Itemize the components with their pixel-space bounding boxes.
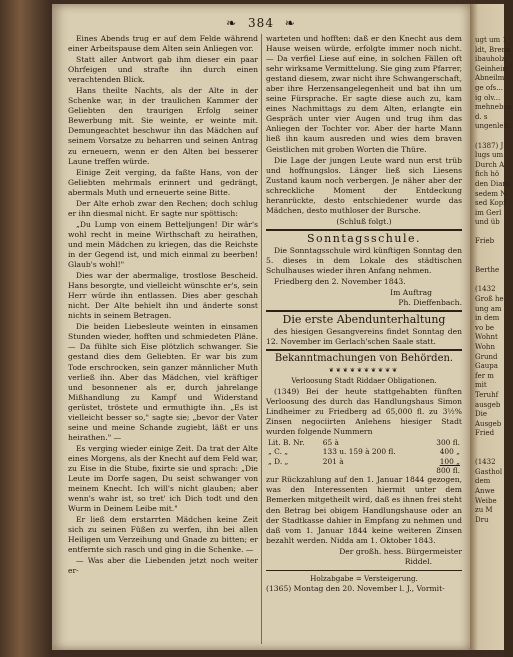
story-paragraph: Der Alte erhob zwar den Rechen; doch schlug er ihn diesmal nicht. Er sagte nur spöttisch: (68, 198, 258, 218)
table-row (266, 466, 462, 475)
adjacent-page-line: d. s (475, 112, 488, 121)
section-rule (266, 229, 462, 231)
adjacent-page-line (470, 228, 504, 238)
page-header (52, 16, 470, 30)
entertainment-title: Die erste Abendunterhaltung (282, 313, 446, 327)
school-sign-2: Ph. Dieffenbach. (398, 298, 462, 308)
adjacent-page-line: sedem N (475, 189, 507, 198)
adjacent-page-line: Fried (475, 429, 495, 438)
lottery-sign-1: Der großh. hess. Bürgermeister (339, 546, 462, 556)
adjacent-page-line: ig olv... (475, 93, 501, 102)
lottery-label: „ D. „ (268, 456, 289, 466)
adjacent-page-line: Durch A (475, 160, 505, 169)
story-paragraph: Er ließ dem erstarrten Mädchen keine Zeit sich zu seinen Füßen zu werfen, ihn bei allen Heiligen um Verzeihung und Gnade zu bitten; er entfernte sich rasch und ging in die Schenke. — (68, 515, 258, 555)
table-row (266, 447, 462, 456)
adjacent-page-line: Frieb (475, 237, 495, 246)
adjacent-page-line: ugt um 1 (475, 36, 507, 44)
lottery-num: 133 u. 159 à 200 fl. (322, 447, 396, 457)
adjacent-page-line: (1432 (475, 458, 496, 467)
adjacent-page-line: Abneilm. (475, 74, 507, 83)
adjacent-page-line: ldt, Brenn (475, 45, 511, 54)
adjacent-page-line: Weibe (475, 496, 497, 505)
story-paragraph: „Du Lump von einem Betteljungen! Dir wär's wohl recht in meine Wirthschaft zu heirathen, und mein Mädchen zu kriegen, das die Reichste in der Gegend ist, und mich einmal zu beerben! Glaub's wohl!" (68, 219, 258, 270)
page (52, 4, 470, 650)
section-rule (266, 570, 462, 571)
lottery-label: Lit. B. Nr. (268, 437, 305, 447)
adjacent-page-line: (1432 (475, 285, 496, 294)
adjacent-page-line: zu M (475, 506, 493, 515)
adjacent-page-line: (1387) J (475, 141, 504, 150)
header-ornament-right: ❧ (284, 16, 296, 30)
lottery-value: 400 „ (439, 447, 460, 457)
school-text: Die Sonntagsschule wird künftigen Sonntag den 5. dieses in dem Lokale des städtischen Schulhauses wieder ihren Anfang nehmen. (266, 245, 462, 276)
right-column (266, 34, 462, 595)
entertainment-text: des hiesigen Gesangvereins findet Sonntag den 12. November im Gerlach'schen Saale statt. (266, 327, 462, 347)
adjacent-page-text (470, 4, 513, 525)
adjacent-page-line: Wohnt (475, 333, 498, 342)
adjacent-page-line: sed Kopf (475, 199, 506, 208)
adjacent-page-line: mehnebsa (475, 103, 512, 112)
adjacent-page-line: Berthe (475, 266, 500, 275)
continuation-note: (Schluß folgt.) (336, 216, 392, 226)
lottery-sign-2: Riddel. (404, 556, 432, 566)
story-paragraph: Die beiden Liebesleute weinten in einsamen Stunden wieder, hofften und schmiedeten Pläne. — Da fühlte sich Eise plötzlich schwanger. Sie gestand dies dem Geliebten. Er war bis zum Tode erschrocken, sein ganzer männlicher Muth verließ ihn. Aber das Mädchen, viel kräftiger und besonnener als er, durch jahrelange Mißhandlung zu Kampf und Widerstand gerüstet, tröstete und ermuthigte ihn. „Es ist vielleicht besser so," sagte sie; „bevor der Vater seine und meine Schande zugiebt, läßt er uns heirathen." — (68, 322, 258, 442)
adjacent-page-line: Teruhf (475, 390, 499, 399)
column-divider (261, 34, 262, 644)
adjacent-page-line: Wohn (475, 343, 495, 351)
adjacent-page-line: Ausgeb (475, 419, 502, 428)
section-rule (266, 349, 462, 351)
story-paragraph: warteten und hofften: daß er den Knecht aus dem Hause weisen würde, erfolgte immer noch nicht. — Da verfiel Liese auf eine, in solchen Fällen oft sehr wirksame Vermittelung. Sie ging zum Pfarrer, gestand diesem, zwar nicht ihre Schwangerschaft, aber ihre Herzensangelegenheit und bat ihn um seine Fürsprache. Er sagte diese auch zu, kam eines Nachmittags zu dem Alten, erlangte ein Gespräch unter vier Augen und trug ihm das Anliegen der Tochter vor. Aber der harte Mann ließ ihn kaum ausreden und wies dem braven Geistlichen mit groben Worten die Thüre. (266, 34, 462, 154)
story-paragraph: — Was aber die Liebenden jetzt noch weiter er- (68, 556, 258, 576)
adjacent-page-line: Anwe (475, 486, 495, 495)
adjacent-page-line (470, 439, 504, 449)
story-paragraph: Eines Abends trug er auf dem Felde während einer Arbeitspause dem Alten sein Anliegen vor. (68, 34, 258, 54)
adjacent-page-line: fer m (475, 371, 494, 380)
lottery-num: 201 à (322, 456, 344, 466)
adjacent-page-line (470, 449, 504, 459)
adjacent-page-line: Die (475, 410, 487, 419)
auction-title: Holzabgabe = Versteigerung. (310, 573, 418, 583)
lottery-closing: zur Rückzahlung auf den 1. Januar 1844 gezogen, was den Interessenten hiermit unter dem Bemerken mitgetheilt wird, daß es ihnen frei steht den Betrag bei obigem Handlungshause oder an der Stadtkasse dahier in Empfang zu nehmen und daß vom 1. Januar 1844 keine weiteren Zinsen bezahlt werden. Nidda am 1. Oktober 1843. (266, 475, 462, 545)
adjacent-page-strip (470, 4, 513, 650)
adjacent-page-line: vo be (475, 323, 495, 332)
story-paragraph: Einige Zeit verging, da faßte Hans, von der Geliebten mehrmals erinnert und gedrängt, abermals Muth und erneuerte seine Bitte. (68, 167, 258, 197)
adjacent-page-line: im Gerl (475, 208, 502, 217)
header-ornament-left: ❧ (226, 16, 238, 30)
story-paragraph: Statt aller Antwort gab ihm dieser ein paar Ohrfeigen und strafte ihn durch einen verachtenden Blick. (68, 55, 258, 85)
adjacent-page-line: Gaupa (475, 362, 498, 371)
story-paragraph: Es verging wieder einige Zeit. Da trat der Alte eines Morgens, als der Knecht auf dem Feld war, zu Eise in die Stube, fixirte sie und sprach: „Die Leute im Dorfe sagen, Du seist schwanger von meinem Knecht. Ich will's nicht glauben; aber wenn's wahr ist, so tret' ich Dich todt und den Wurm in Deinem Leibe mit." (68, 443, 258, 514)
adjacent-page-line: ibauholz. (475, 55, 508, 64)
adjacent-page-line: und üb (475, 218, 500, 227)
adjacent-page-line (470, 276, 504, 286)
adjacent-page-line: fich hö (475, 170, 500, 179)
lottery-text: (1349) Bei der heute stattgehabten fünften Verloosung des durch das Handlungshaus Simon Lindheimer zu Friedberg ad 65,000 fl. zu 3½% Zinsen negociirten Anlehens hiesiger Stadt wurden folgende Nummern (266, 386, 462, 436)
adjacent-page-line: in dem (475, 314, 500, 323)
table-row (266, 438, 462, 447)
lottery-num: 65 à (322, 437, 339, 447)
lottery-title: Verloosung Stadt Riddaer Obligationen. (291, 376, 437, 386)
school-date: Friedberg den 2. November 1843. (274, 277, 406, 287)
adjacent-page-line: Groß he (475, 295, 504, 304)
table-row (266, 457, 462, 466)
notices-title: Bekanntmachungen von Behörden. (274, 353, 454, 365)
lottery-total: 800 fl. (436, 465, 460, 475)
story-paragraph: Dies war der abermalige, trostlose Bescheid. Hans besorgte, und vielleicht wünschte er's, sein Herr würde ihn entlassen. Dies aber geschah nicht. Der Alte behielt ihn und änderte sonst nichts in seinem Betragen. (68, 271, 258, 321)
lottery-value: 300 fl. (436, 437, 460, 447)
page-number: 384 (248, 16, 274, 30)
adjacent-page-line: lugs um (475, 151, 504, 160)
adjacent-page-line: ge ofs... (475, 83, 503, 92)
left-column (68, 34, 258, 577)
adjacent-page-line: Grund (475, 352, 498, 361)
lottery-table (266, 438, 462, 476)
adjacent-page-line (470, 257, 504, 267)
lottery-label: „ C. „ (268, 447, 289, 457)
adjacent-page-line: ungenleh.. (475, 122, 513, 131)
school-sign-1: Im Auftrag (390, 288, 432, 298)
auction-text: (1365) Montag den 20. November l. J., Vormit- (266, 583, 445, 593)
adjacent-page-line: Geinhein (475, 64, 507, 73)
adjacent-page-line: Gasthol (475, 467, 503, 476)
adjacent-page-line (470, 247, 504, 257)
adjacent-page-line: mit (475, 381, 487, 390)
ornament-row: ❦❦❦❦❦❦❦❦❦❦ (328, 367, 400, 375)
lottery-value: 100 „ (439, 456, 460, 466)
section-rule (266, 310, 462, 312)
adjacent-page-line: ung am (475, 304, 502, 313)
adjacent-page-line: dem (475, 477, 491, 486)
adjacent-page-line: den Diam (475, 179, 510, 188)
adjacent-page-line (470, 132, 504, 142)
school-title: Sonntagsschule. (307, 231, 421, 245)
adjacent-page-line: ausgeb (475, 400, 501, 409)
adjacent-page-line: Dru (475, 515, 489, 524)
story-paragraph: Hans theilte Nachts, als der Alte in der Schenke war, in der traulichen Kammer der Geliebten den traurigen Erfolg seiner Bewerbung mit. Sie weinte, er weinte mit. Demungeachtet beschwur ihn das Mädchen auf seinem Vorsatze zu beharren und seinen Antrag zu erneuern, wenn er den Alten bei besserer Laune treffen würde. (68, 86, 258, 166)
story-paragraph: Die Lage der jungen Leute ward nun erst trüb und hoffnungslos. Länger ließ sich Liesens Zustand kaum noch verbergen. Je näher aber der schreckliche Moment der Entdeckung heranrückte, desto entschiedener wurde das Mädchen, desto muthloser der Bursche. (266, 155, 462, 215)
